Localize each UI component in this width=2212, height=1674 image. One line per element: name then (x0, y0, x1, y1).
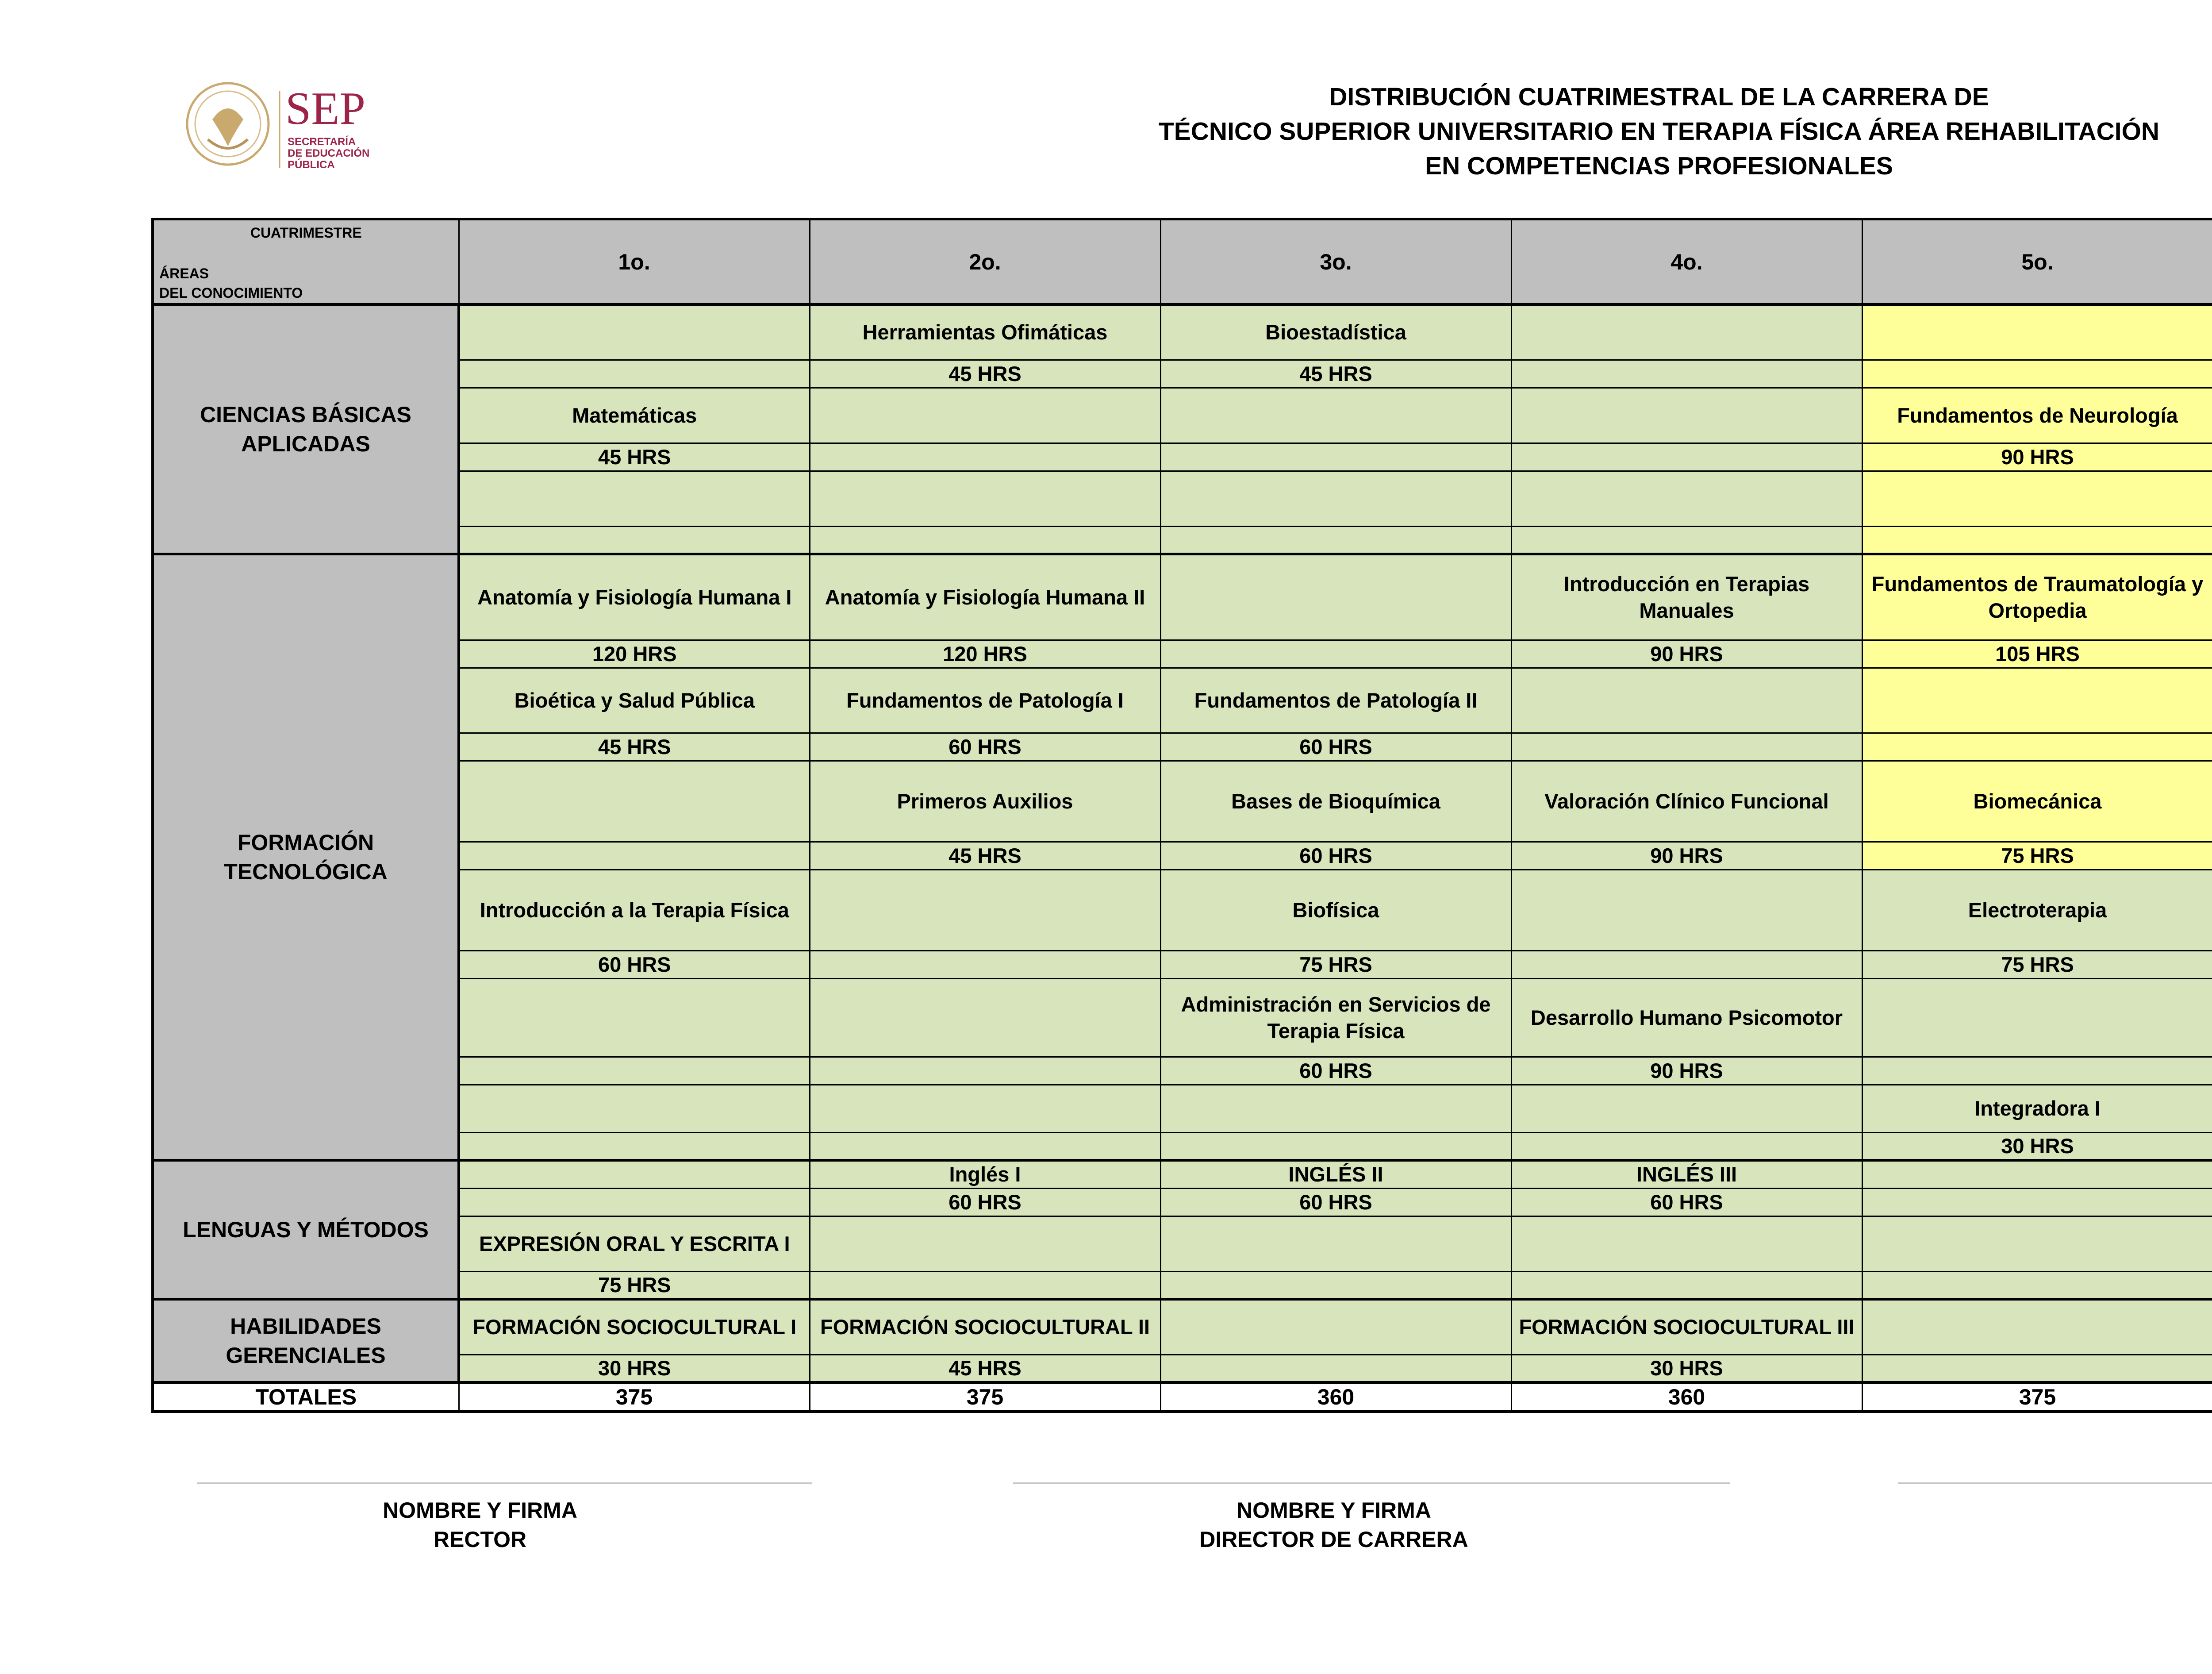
col-header-5: 5o. (1862, 219, 2212, 304)
hours-valoracion-clinico-funcional: 90 HRS (1511, 842, 1862, 870)
empty-cell (459, 1160, 810, 1188)
empty-cell (1862, 304, 2212, 360)
hours-traumatologia-ortopedia: 105 HRS (1862, 640, 2212, 668)
empty-cell (810, 951, 1160, 978)
header-row (153, 219, 2212, 304)
empty-cell (1862, 1057, 2212, 1085)
subject-patologia-1: Fundamentos de Patología I (810, 668, 1160, 733)
empty-cell (1862, 471, 2212, 526)
subject-electroterapia: Electroterapia (1862, 870, 2212, 951)
signature-rector-line1: NOMBRE Y FIRMA (383, 1498, 577, 1523)
subject-bases-bioquimica: Bases de Bioquímica (1160, 761, 1511, 842)
empty-cell (459, 471, 810, 526)
title-line-1: DISTRIBUCIÓN CUATRIMESTRAL DE LA CARRERA DE (1329, 83, 1989, 111)
empty-cell (810, 443, 1160, 471)
hours-administracion-servicios: 60 HRS (1160, 1057, 1511, 1085)
totals-label: TOTALES (153, 1382, 459, 1412)
corner-cuatrimestre: CUATRIMESTRE (250, 225, 362, 241)
corner-areas: ÁREAS (159, 266, 209, 281)
empty-cell (1160, 471, 1511, 526)
empty-cell (1511, 733, 1862, 761)
subject-fundamentos-neurologia: Fundamentos de Neurología (1862, 388, 2212, 443)
hours-primeros-auxilios: 45 HRS (810, 842, 1160, 870)
hours-biofisica: 75 HRS (1160, 951, 1511, 978)
subject-administracion-servicios: Administración en Servicios de Terapia Física (1160, 978, 1511, 1057)
subject-anatomia-1: Anatomía y Fisiología Humana I (459, 554, 810, 640)
subject-anatomia-2: Anatomía y Fisiología Humana II (810, 554, 1160, 640)
empty-cell (1511, 1271, 1862, 1299)
empty-cell (1160, 554, 1511, 640)
empty-cell (459, 360, 810, 388)
empty-cell (459, 304, 810, 360)
sep-logo-text: SEP (285, 82, 365, 134)
hours-integradora-1: 30 HRS (1862, 1132, 2212, 1160)
signature-director-line2: DIRECTOR DE CARRERA (1199, 1527, 1468, 1552)
area-habilidades-gerenciales: HABILIDADES GERENCIALES (153, 1299, 459, 1382)
empty-cell (1160, 1299, 1511, 1355)
col-header-1: 1o. (459, 219, 810, 304)
subject-integradora-1: Integradora I (1862, 1085, 2212, 1132)
hours-biomecanica: 75 HRS (1862, 842, 2212, 870)
subject-matematicas: Matemáticas (459, 388, 810, 443)
empty-cell (810, 1132, 1160, 1160)
curriculum-table (151, 218, 2212, 1413)
empty-cell (1160, 1271, 1511, 1299)
empty-cell (1160, 1085, 1511, 1132)
hours-formacion-sociocultural-3: 30 HRS (1511, 1355, 1862, 1382)
empty-cell (810, 388, 1160, 443)
hours-formacion-sociocultural-2: 45 HRS (810, 1355, 1160, 1382)
subject-patologia-2: Fundamentos de Patología II (1160, 668, 1511, 733)
subject-herramientas-ofimaticas: Herramientas Ofimáticas (810, 304, 1160, 360)
subject-primeros-auxilios: Primeros Auxilios (810, 761, 1160, 842)
empty-cell (1862, 526, 2212, 554)
hours-ingles-1: 60 HRS (810, 1188, 1160, 1216)
signature-director-line1: NOMBRE Y FIRMA (1237, 1498, 1431, 1523)
hours-bases-bioquimica: 60 HRS (1160, 842, 1511, 870)
hours-patologia-1: 60 HRS (810, 733, 1160, 761)
empty-cell (810, 978, 1160, 1057)
hours-ingles-2: 60 HRS (1160, 1188, 1511, 1216)
empty-cell (1511, 870, 1862, 951)
subject-desarrollo-humano-psicomotor: Desarrollo Humano Psicomotor (1511, 978, 1862, 1057)
empty-cell (1862, 733, 2212, 761)
empty-cell (1511, 526, 1862, 554)
hours-introduccion-terapias-manuales: 90 HRS (1511, 640, 1862, 668)
sep-logo-subtext-2: DE EDUCACIÓN (288, 147, 370, 159)
empty-cell (1511, 471, 1862, 526)
area-ciencias-basicas: CIENCIAS BÁSICAS APLICADAS (153, 304, 459, 554)
sep-logo-subtext-3: PÚBLICA (288, 159, 335, 171)
empty-cell (459, 1057, 810, 1085)
subject-formacion-sociocultural-2: FORMACIÓN SOCIOCULTURAL II (810, 1299, 1160, 1355)
empty-cell (459, 526, 810, 554)
empty-cell (1160, 1355, 1511, 1382)
empty-cell (1160, 526, 1511, 554)
subject-bioetica-salud-publica: Bioética y Salud Pública (459, 668, 810, 733)
subject-formacion-sociocultural-1: FORMACIÓN SOCIOCULTURAL I (459, 1299, 810, 1355)
hours-fundamentos-neurologia: 90 HRS (1862, 443, 2212, 471)
subject-ingles-3: INGLÉS III (1511, 1160, 1862, 1188)
empty-cell (1862, 1271, 2212, 1299)
hours-introduccion-terapia-fisica: 60 HRS (459, 951, 810, 978)
empty-cell (459, 1085, 810, 1132)
empty-cell (459, 842, 810, 870)
hours-desarrollo-humano-psicomotor: 90 HRS (1511, 1057, 1862, 1085)
empty-cell (1511, 668, 1862, 733)
empty-cell (810, 526, 1160, 554)
empty-cell (1511, 1085, 1862, 1132)
col-header-3: 3o. (1160, 219, 1511, 304)
empty-cell (1862, 978, 2212, 1057)
empty-cell (1511, 304, 1862, 360)
sep-logo-subtext-1: SECRETARÍA (288, 136, 356, 148)
subject-expresion-oral-1: EXPRESIÓN ORAL Y ESCRITA I (459, 1216, 810, 1271)
hours-bioestadistica: 45 HRS (1160, 360, 1511, 388)
empty-cell (1511, 1132, 1862, 1160)
empty-cell (1160, 443, 1511, 471)
empty-cell (1160, 388, 1511, 443)
empty-cell (810, 471, 1160, 526)
empty-cell (459, 1132, 810, 1160)
total-4: 360 (1511, 1382, 1862, 1412)
empty-cell (1862, 1216, 2212, 1271)
hours-bioetica-salud-publica: 45 HRS (459, 733, 810, 761)
area-formacion-tecnologica: FORMACIÓN TECNOLÓGICA (153, 554, 459, 1160)
sep-logo (181, 80, 394, 181)
subject-traumatologia-ortopedia: Fundamentos de Traumatología y Ortopedia (1862, 554, 2212, 640)
empty-cell (459, 978, 810, 1057)
empty-cell (1862, 1160, 2212, 1188)
signature-line-rector (197, 1482, 812, 1484)
subject-bioestadistica: Bioestadística (1160, 304, 1511, 360)
empty-cell (1511, 951, 1862, 978)
total-5: 375 (1862, 1382, 2212, 1412)
empty-cell (1160, 1132, 1511, 1160)
subject-ingles-2: INGLÉS II (1160, 1160, 1511, 1188)
subject-ingles-1: Inglés I (810, 1160, 1160, 1188)
empty-cell (1862, 1188, 2212, 1216)
hours-electroterapia: 75 HRS (1862, 951, 2212, 978)
hours-expresion-oral-1: 75 HRS (459, 1271, 810, 1299)
empty-cell (1160, 1216, 1511, 1271)
subject-biomecanica: Biomecánica (1862, 761, 2212, 842)
empty-cell (1862, 1299, 2212, 1355)
total-2: 375 (810, 1382, 1160, 1412)
corner-conocimiento: DEL CONOCIMIENTO (159, 285, 303, 301)
subject-valoracion-clinico-funcional: Valoración Clínico Funcional (1511, 761, 1862, 842)
signature-line-director (1013, 1482, 1730, 1484)
hours-anatomia-2: 120 HRS (810, 640, 1160, 668)
mexican-coat-of-arms-icon (187, 83, 269, 165)
signature-director (1157, 1496, 1511, 1554)
empty-cell (1862, 668, 2212, 733)
empty-cell (459, 1188, 810, 1216)
signature-rector-line2: RECTOR (433, 1527, 527, 1552)
empty-cell (1862, 360, 2212, 388)
empty-cell (459, 761, 810, 842)
hours-anatomia-1: 120 HRS (459, 640, 810, 668)
total-3: 360 (1160, 1382, 1511, 1412)
empty-cell (1511, 388, 1862, 443)
hours-herramientas-ofimaticas: 45 HRS (810, 360, 1160, 388)
empty-cell (1511, 443, 1862, 471)
hours-formacion-sociocultural-1: 30 HRS (459, 1355, 810, 1382)
empty-cell (1862, 1355, 2212, 1382)
subject-biofisica: Biofísica (1160, 870, 1511, 951)
area-lenguas-metodos: LENGUAS Y MÉTODOS (153, 1160, 459, 1299)
empty-cell (810, 870, 1160, 951)
col-header-2: 2o. (810, 219, 1160, 304)
empty-cell (810, 1085, 1160, 1132)
empty-cell (1160, 640, 1511, 668)
subject-introduccion-terapia-fisica: Introducción a la Terapia Física (459, 870, 810, 951)
hours-patologia-2: 60 HRS (1160, 733, 1511, 761)
hours-ingles-3: 60 HRS (1511, 1188, 1862, 1216)
signature-rector (303, 1496, 657, 1554)
totals-row (153, 1382, 2212, 1412)
empty-cell (1511, 1216, 1862, 1271)
empty-cell (1511, 360, 1862, 388)
subject-introduccion-terapias-manuales: Introducción en Terapias Manuales (1511, 554, 1862, 640)
col-header-4: 4o. (1511, 219, 1862, 304)
signature-line-sello (1898, 1482, 2212, 1484)
corner-header (153, 219, 459, 304)
title-line-2: TÉCNICO SUPERIOR UNIVERSITARIO EN TERAPIA FÍSICA ÁREA REHABILITACIÓN (1158, 117, 2160, 146)
subject-formacion-sociocultural-3: FORMACIÓN SOCIOCULTURAL III (1511, 1299, 1862, 1355)
empty-cell (810, 1271, 1160, 1299)
page-title (841, 80, 2212, 183)
empty-cell (810, 1057, 1160, 1085)
hours-matematicas: 45 HRS (459, 443, 810, 471)
total-1: 375 (459, 1382, 810, 1412)
empty-cell (810, 1216, 1160, 1271)
title-line-3: EN COMPETENCIAS PROFESIONALES (1425, 152, 1893, 180)
